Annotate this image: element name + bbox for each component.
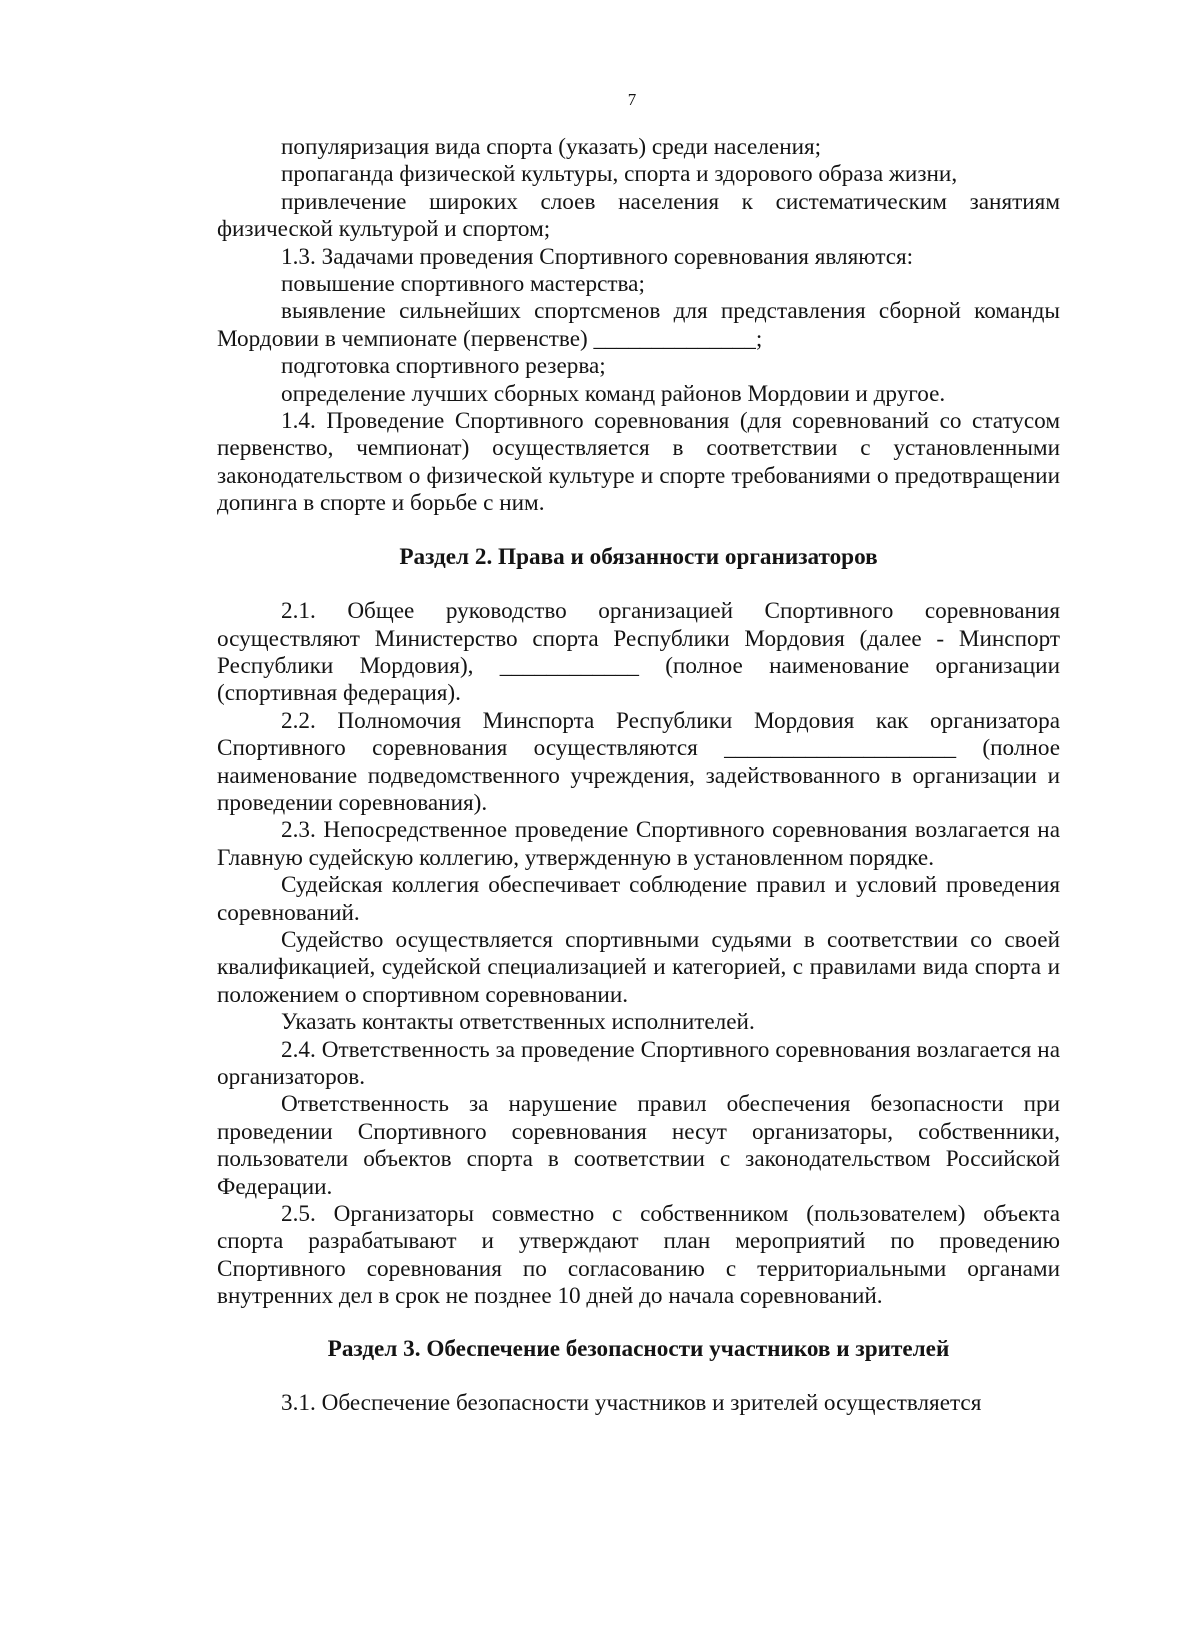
paragraph: 2.4. Ответственность за проведение Спортивного соревнования возлагается на организаторов. [217, 1036, 1060, 1090]
paragraph: подготовка спортивного резерва; [281, 353, 606, 380]
paragraph: выявление сильнейших спортсменов для представления сборной команды Мордовии в чемпионате (первенстве) ______________; [217, 298, 1060, 352]
paragraph: 3.1. Обеспечение безопасности участников и зрителей осуществляется [281, 1390, 982, 1417]
paragraph: Указать контакты ответственных исполнителей. [281, 1009, 755, 1036]
page-number: 7 [627, 90, 637, 109]
paragraph: определение лучших сборных команд районов Мордовии и другое. [281, 380, 946, 407]
paragraph: привлечение широких слоев населения к систематическим занятиям физической культурой и спортом; [217, 188, 1060, 243]
paragraph: 2.1. Общее руководство организацией Спортивного соревнования осуществляют Министерство спорта Республики Мордовия (далее - Минспорт Республики Мордовия), ____________ (полное наименование организации (спортивная федерация). [217, 598, 1060, 707]
document-body [217, 134, 1060, 1417]
section-heading: Раздел 3. Обеспечение безопасности участников и зрителей [327, 1335, 950, 1362]
paragraph: Судейская коллегия обеспечивает соблюдение правил и условий проведения соревнований. [217, 872, 1060, 926]
section-heading: Раздел 2. Права и обязанности организаторов [399, 543, 878, 570]
paragraph: 2.5. Организаторы совместно с собственником (пользователем) объекта спорта разрабатывают и утверждают план мероприятий по проведению Спортивного соревнования по согласованию с территориальными органами внутренних дел в срок не позднее 10 дней до начала соревнований. [217, 1201, 1060, 1310]
paragraph: Ответственность за нарушение правил обеспечения безопасности при проведении Спортивного соревнования несут организаторы, собственники, пользователи объектов спорта в соответствии с законодательством Российской Федерации. [217, 1091, 1060, 1200]
paragraph: популяризация вида спорта (указать) среди населения; [281, 134, 822, 160]
paragraph: 1.3. Задачами проведения Спортивного соревнования являются: [281, 243, 914, 270]
paragraph: Судейство осуществляется спортивными судьями в соответствии со своей квалификацией, судейской специализацией и категорией, с правилами вида спорта и положением о спортивном соревновании. [217, 926, 1060, 1008]
paragraph: 1.4. Проведение Спортивного соревнования (для соревнований со статусом первенство, чемпионат) осуществляется в соответствии с установленными законодательством о физической культуре и спорте требованиями о предотвращении допинга в спорте и борьбе с ним. [217, 408, 1060, 517]
paragraph: пропаганда физической культуры, спорта и здорового образа жизни, [281, 161, 958, 188]
paragraph: 2.3. Непосредственное проведение Спортивного соревнования возлагается на Главную судейскую коллегию, утвержденную в установленном порядке. [217, 817, 1060, 871]
paragraph: 2.2. Полномочия Минспорта Республики Мордовия как организатора Спортивного соревнования осуществляются ____________________ (полное наименование подведомственного учреждения, задействованного в организации и проведении соревнования). [217, 707, 1060, 816]
paragraph: повышение спортивного мастерства; [281, 271, 645, 298]
